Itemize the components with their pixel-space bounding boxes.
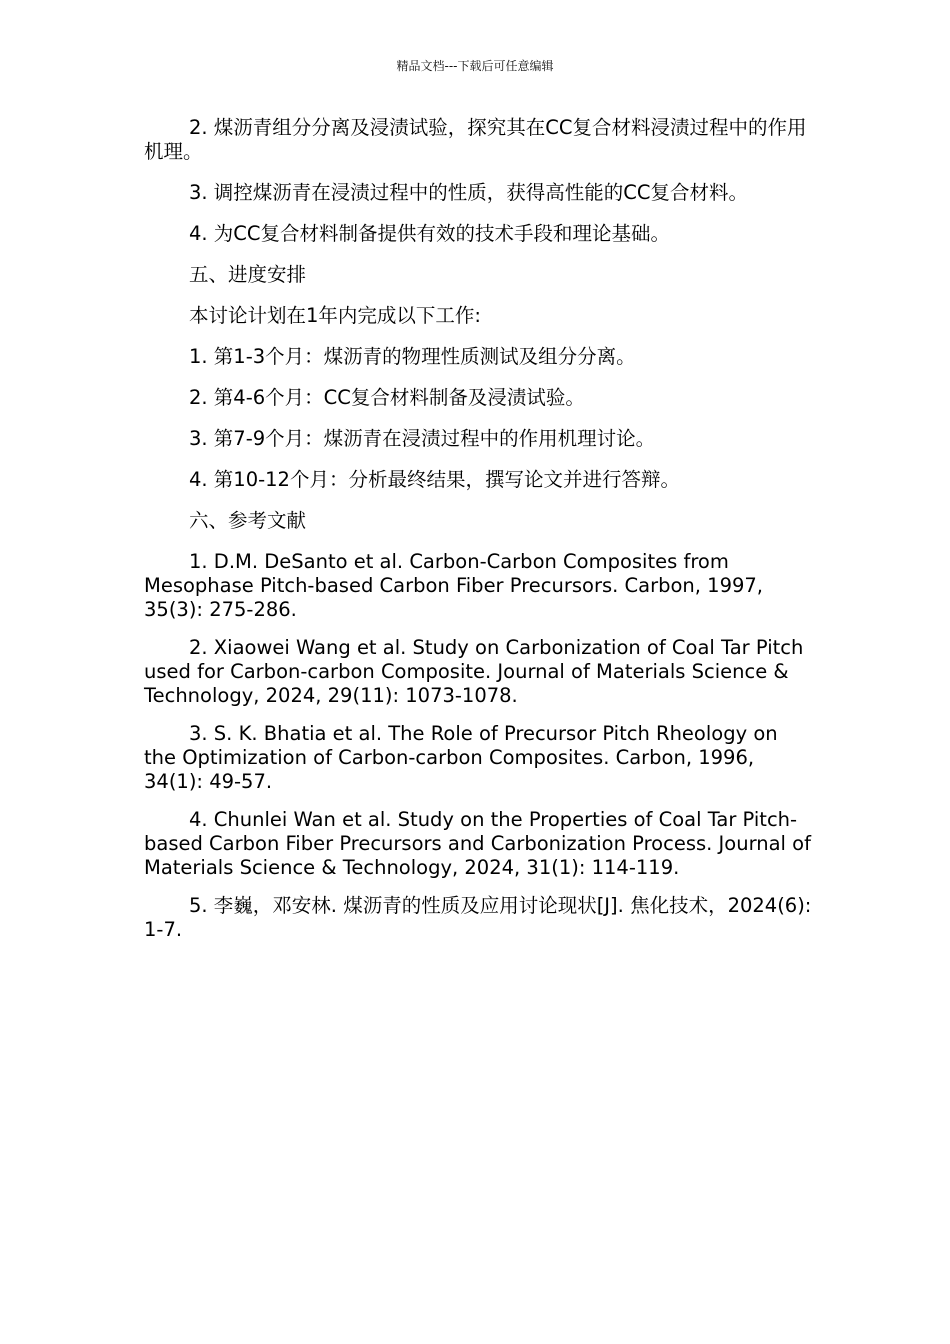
schedule-item-1: 1. 第1-3个月：煤沥青的物理性质测试及组分分离。	[189, 345, 636, 368]
page-header: 精品文档---下载后可任意编辑	[396, 59, 554, 73]
reference-item-5: 5. 李巍，邓安林. 煤沥青的性质及应用讨论现状[J]. 焦化技术，2024(6): 1-7.	[144, 894, 812, 941]
reference-item-2: 2. Xiaowei Wang et al. Study on Carbonization of Coal Tar Pitch used for Carbon-carbon Composite. Journal of Materials Science & Technology, 2024, 29(11): 1073-1078.	[144, 636, 804, 707]
section-heading-references: 六、参考文献	[189, 509, 307, 532]
schedule-item-3: 3. 第7-9个月：煤沥青在浸渍过程中的作用机理讨论。	[189, 427, 656, 450]
reference-item-3: 3. S. K. Bhatia et al. The Role of Precursor Pitch Rheology on the Optimization of Carbon-carbon Composites. Carbon, 1996, 34(1): 49-57.	[144, 722, 778, 793]
goal-item-4: 4. 为CC复合材料制备提供有效的技术手段和理论基础。	[189, 222, 671, 245]
section-heading-schedule: 五、进度安排	[189, 263, 307, 286]
schedule-item-4: 4. 第10-12个月：分析最终结果，撰写论文并进行答辩。	[189, 468, 680, 491]
schedule-intro: 本讨论计划在1年内完成以下工作:	[189, 304, 481, 327]
reference-item-1: 1. D.M. DeSanto et al. Carbon-Carbon Composites from Mesophase Pitch-based Carbon Fiber Precursors. Carbon, 1997, 35(3): 275-286.	[144, 550, 764, 621]
goal-item-2: 2. 煤沥青组分分离及浸渍试验，探究其在CC复合材料浸渍过程中的作用机理。	[144, 116, 807, 163]
schedule-item-2: 2. 第4-6个月：CC复合材料制备及浸渍试验。	[189, 386, 585, 409]
goal-item-3: 3. 调控煤沥青在浸渍过程中的性质，获得高性能的CC复合材料。	[189, 181, 749, 204]
document-body	[144, 116, 814, 956]
reference-item-4: 4. Chunlei Wan et al. Study on the Properties of Coal Tar Pitch-based Carbon Fiber Precursors and Carbonization Process. Journal of Materials Science & Technology, 2024, 31(1): 114-119.	[144, 808, 811, 879]
